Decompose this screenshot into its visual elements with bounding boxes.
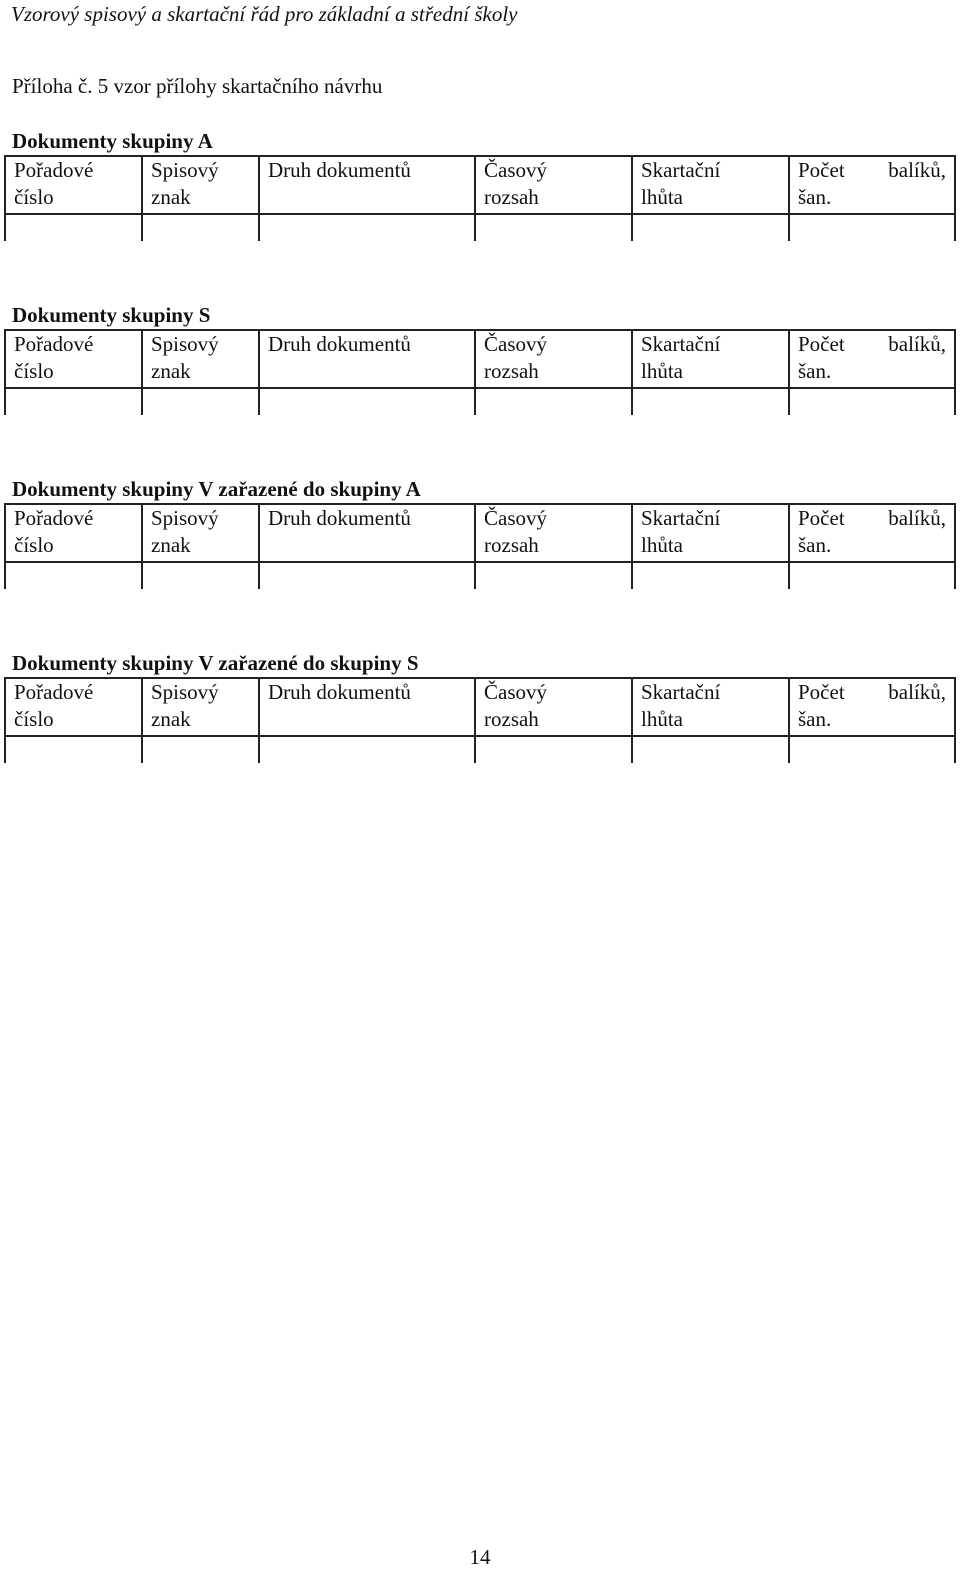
register-table	[4, 329, 956, 415]
register-table	[4, 503, 956, 589]
page-number: 14	[469, 1545, 491, 1569]
col-spisovy-znak: Spisový znak	[142, 156, 259, 214]
register-table	[4, 155, 956, 241]
col-druh-dokumentu: Druh dokumentů	[259, 156, 475, 214]
table-cell[interactable]	[259, 736, 475, 763]
table-cell[interactable]	[142, 562, 259, 589]
col-poradove-cislo: Pořadové číslo	[5, 504, 142, 562]
table-cell[interactable]	[632, 562, 789, 589]
col-skartacni-lhuta: Skartační lhůta	[632, 330, 789, 388]
col-casovy-rozsah: Časový rozsah	[475, 504, 632, 562]
col-skartacni-lhuta: Skartační lhůta	[632, 156, 789, 214]
table-cell[interactable]	[632, 214, 789, 241]
register-table	[4, 677, 956, 763]
col-casovy-rozsah: Časový rozsah	[475, 678, 632, 736]
table-cell[interactable]	[5, 736, 142, 763]
col-casovy-rozsah: Časový rozsah	[475, 156, 632, 214]
table-cell[interactable]	[259, 562, 475, 589]
annex-label: Příloha č. 5 vzor přílohy skartačního návrhu	[12, 74, 383, 98]
col-skartacni-lhuta: Skartační lhůta	[632, 678, 789, 736]
table-cell[interactable]	[475, 388, 632, 415]
table-cell[interactable]	[475, 736, 632, 763]
table-cell[interactable]	[142, 388, 259, 415]
table-cell[interactable]	[632, 736, 789, 763]
table-row	[5, 214, 955, 241]
table-cell[interactable]	[259, 214, 475, 241]
group-title: Dokumenty skupiny V zařazené do skupiny S	[12, 651, 419, 675]
col-casovy-rozsah: Časový rozsah	[475, 330, 632, 388]
table-cell[interactable]	[475, 214, 632, 241]
table-cell[interactable]	[632, 388, 789, 415]
table-cell[interactable]	[259, 388, 475, 415]
col-poradove-cislo: Pořadové číslo	[5, 678, 142, 736]
table-cell[interactable]	[475, 562, 632, 589]
table-row	[5, 388, 955, 415]
col-skartacni-lhuta: Skartační lhůta	[632, 504, 789, 562]
table-cell[interactable]	[5, 388, 142, 415]
col-druh-dokumentu: Druh dokumentů	[259, 504, 475, 562]
col-spisovy-znak: Spisový znak	[142, 678, 259, 736]
document-header: Vzorový spisový a skartační řád pro základní a střední školy	[11, 2, 518, 26]
table-header-row	[5, 156, 955, 214]
col-pocet-baliku: Počet balíků, šan.	[789, 678, 955, 736]
col-poradove-cislo: Pořadové číslo	[5, 156, 142, 214]
table-cell[interactable]	[789, 562, 955, 589]
table-row	[5, 736, 955, 763]
group-title: Dokumenty skupiny V zařazené do skupiny A	[12, 477, 421, 501]
col-pocet-baliku: Počet balíků, šan.	[789, 504, 955, 562]
table-cell[interactable]	[5, 562, 142, 589]
col-spisovy-znak: Spisový znak	[142, 330, 259, 388]
table-header-row	[5, 330, 955, 388]
group-title: Dokumenty skupiny S	[12, 303, 211, 327]
col-spisovy-znak: Spisový znak	[142, 504, 259, 562]
table-row	[5, 562, 955, 589]
col-pocet-baliku: Počet balíků, šan.	[789, 330, 955, 388]
table-cell[interactable]	[142, 214, 259, 241]
table-cell[interactable]	[789, 388, 955, 415]
table-cell[interactable]	[142, 736, 259, 763]
table-header-row	[5, 678, 955, 736]
col-poradove-cislo: Pořadové číslo	[5, 330, 142, 388]
table-header-row	[5, 504, 955, 562]
table-cell[interactable]	[789, 214, 955, 241]
table-cell[interactable]	[5, 214, 142, 241]
col-druh-dokumentu: Druh dokumentů	[259, 330, 475, 388]
table-cell[interactable]	[789, 736, 955, 763]
col-pocet-baliku: Počet balíků, šan.	[789, 156, 955, 214]
col-druh-dokumentu: Druh dokumentů	[259, 678, 475, 736]
group-title: Dokumenty skupiny A	[12, 129, 213, 153]
